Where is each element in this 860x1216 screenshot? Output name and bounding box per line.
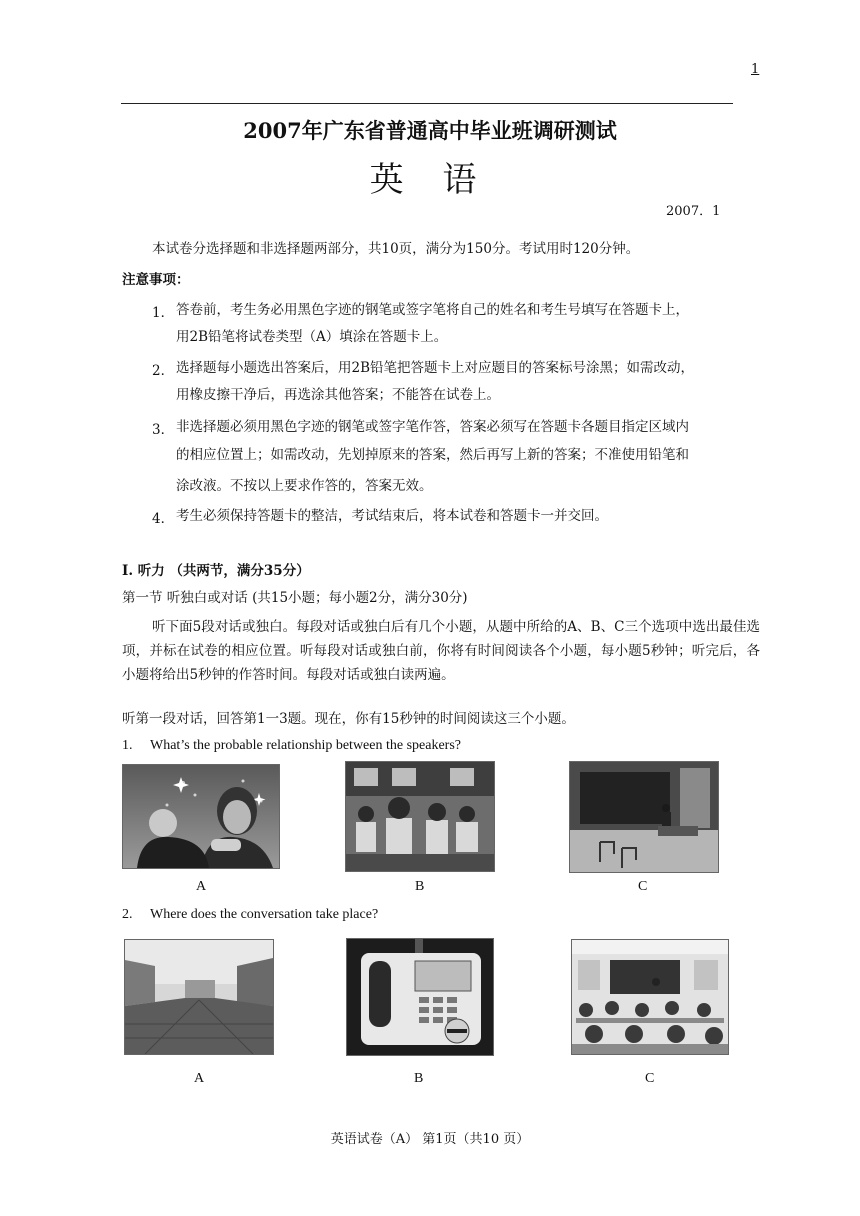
exam-date: 2007．1 <box>666 204 721 219</box>
photo-students-in-classroom <box>345 761 495 872</box>
header-rule <box>121 103 733 104</box>
notice-item-line: 的相应位置上；如需改动，先划掉原来的答案，然后再写上新的答案；不准使用铅笔和 <box>176 447 689 463</box>
photo-woman-holding-baby <box>122 764 280 869</box>
photo-classroom-with-students <box>571 939 729 1055</box>
option-label-a: A <box>196 879 207 894</box>
notice-item-number: 3． <box>152 422 175 438</box>
option-label-b: B <box>415 879 425 894</box>
listening-instructions: 听下面5段对话或独白。每段对话或独白后有几个小题，从题中所给的A、B、C三个选项中选出最佳选项，并标在试卷的相应位置。听每段对话或独白前，你将有时间阅读各个小题，每小题5秒钟；听完后，各小题将给出5秒钟的作答时间。每段对话或独白读两遍。 <box>122 619 760 683</box>
question-1 <box>122 738 461 754</box>
notice-item-number: 4． <box>152 511 175 527</box>
notice-item-line: 涂改液。不按以上要求作答的，答案无效。 <box>176 478 433 494</box>
option-label-c: C <box>645 1071 655 1086</box>
notice-heading: 注意事项： <box>122 272 190 288</box>
question-text: Where does the conversation take place? <box>150 907 379 922</box>
notice-item-line: 非选择题必须用黑色字迹的钢笔或签字笔作答，答案必须写在答题卡各题目指定区域内 <box>176 419 689 435</box>
notice-item-line: 选择题每小题选出答案后，用2B铅笔把答题卡上对应题目的答案标号涂黑；如需改动， <box>176 360 695 376</box>
photo-public-telephone <box>346 938 494 1056</box>
exam-subject: 英 语 <box>369 160 491 200</box>
question-number: 1. <box>122 738 133 753</box>
page-footer: 英语试卷（A） 第1页（共10 页） <box>330 1132 530 1147</box>
intro-text: 本试卷分选择题和非选择题两部分，共10页，满分为150分。考试用时120分钟。 <box>152 241 640 257</box>
notice-item-number: 1． <box>152 305 175 321</box>
question-text: What’s the probable relationship between the speakers? <box>150 738 461 753</box>
exam-title: 2007年广东省普通高中毕业班调研测试 <box>243 118 617 143</box>
option-label-c: C <box>638 879 648 894</box>
dialogue-intro: 听第一段对话，回答第1一3题。现在，你有15秒钟的时间阅读这三个小题。 <box>122 711 575 727</box>
question-number: 2. <box>122 907 133 922</box>
photo-street-square <box>124 939 274 1055</box>
question-2 <box>122 907 378 923</box>
part-title: 第一节 听独白或对话 (共15小题；每小题2分，满分30分) <box>122 590 468 606</box>
page-number: 1 <box>751 62 760 77</box>
notice-item-line: 考生必须保持答题卡的整洁，考试结束后，将本试卷和答题卡一并交回。 <box>176 508 608 524</box>
option-label-a: A <box>194 1071 205 1086</box>
notice-item-number: 2． <box>152 363 175 379</box>
notice-item-line: 用橡皮擦干净后，再选涂其他答案；不能答在试卷上。 <box>176 387 500 403</box>
notice-item-line: 答卷前，考生务必用黑色字迹的钢笔或签字笔将自己的姓名和考生号填写在答题卡上， <box>176 302 689 318</box>
notice-item-line: 用2B铅笔将试卷类型（A）填涂在答题卡上。 <box>176 329 448 345</box>
section-heading: I. 听力 （共两节，满分35分） <box>122 563 310 579</box>
photo-teacher-at-blackboard <box>569 761 719 873</box>
option-label-b: B <box>414 1071 424 1086</box>
